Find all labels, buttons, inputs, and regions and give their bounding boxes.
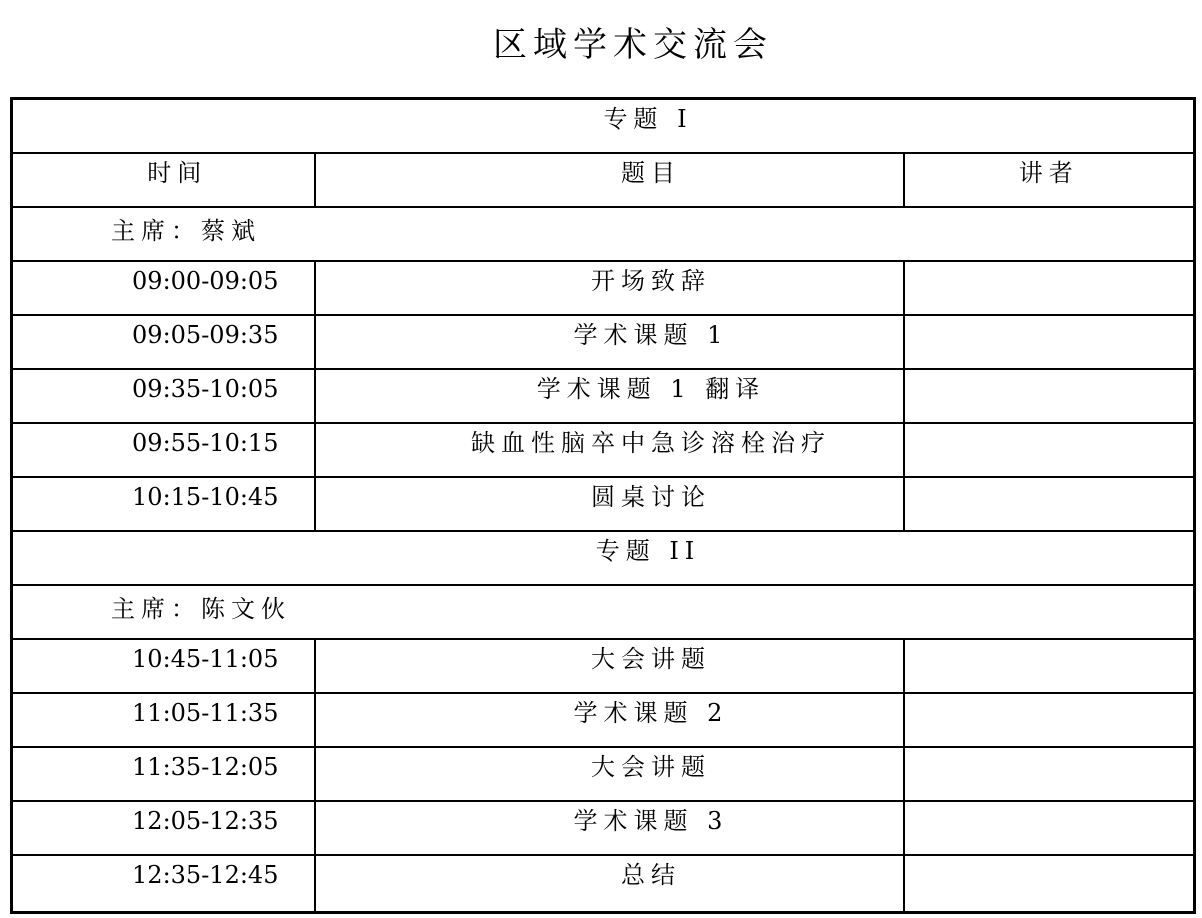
topic-cell: 缺血性脑卒中急诊溶栓治疗 [315, 423, 904, 477]
time-cell: 09:05-09:35 [12, 315, 315, 369]
chair-label: 主席：陈文伙 [12, 585, 1195, 639]
time-cell: 09:55-10:15 [12, 423, 315, 477]
schedule-row [12, 639, 1195, 693]
topic-cell: 圆桌讨论 [315, 477, 904, 531]
topic-cell: 总结 [315, 855, 904, 913]
schedule-row [12, 801, 1195, 855]
time-cell: 10:45-11:05 [12, 639, 315, 693]
chair-row [12, 585, 1195, 639]
schedule-row [12, 855, 1195, 913]
section-1-header-row [12, 99, 1195, 153]
speaker-cell [904, 477, 1195, 531]
schedule-row [12, 747, 1195, 801]
schedule-row [12, 369, 1195, 423]
speaker-cell [904, 801, 1195, 855]
section-2-header-row [12, 531, 1195, 585]
schedule-row [12, 477, 1195, 531]
speaker-cell [904, 639, 1195, 693]
topic-cell: 学术课题 3 [315, 801, 904, 855]
section-2-title: 专题 II [12, 531, 1195, 585]
page-title: 区域学术交流会 [493, 25, 773, 65]
time-cell: 11:05-11:35 [12, 693, 315, 747]
time-cell: 12:35-12:45 [12, 855, 315, 913]
topic-cell: 学术课题 1 [315, 315, 904, 369]
schedule-row [12, 261, 1195, 315]
speaker-cell [904, 423, 1195, 477]
conference-schedule-table [10, 97, 1196, 914]
speaker-cell [904, 369, 1195, 423]
time-cell: 10:15-10:45 [12, 477, 315, 531]
column-header-speaker: 讲者 [904, 153, 1195, 207]
topic-cell: 大会讲题 [315, 747, 904, 801]
schedule-row [12, 423, 1195, 477]
topic-cell: 大会讲题 [315, 639, 904, 693]
topic-cell: 开场致辞 [315, 261, 904, 315]
time-cell: 09:00-09:05 [12, 261, 315, 315]
chair-row [12, 207, 1195, 261]
schedule-row [12, 693, 1195, 747]
schedule-row [12, 315, 1195, 369]
chair-label: 主席：蔡斌 [12, 207, 1195, 261]
time-cell: 12:05-12:35 [12, 801, 315, 855]
speaker-cell [904, 855, 1195, 913]
speaker-cell [904, 261, 1195, 315]
speaker-cell [904, 747, 1195, 801]
time-cell: 09:35-10:05 [12, 369, 315, 423]
column-header-topic: 题目 [315, 153, 904, 207]
speaker-cell [904, 315, 1195, 369]
column-header-row [12, 153, 1195, 207]
topic-cell: 学术课题 2 [315, 693, 904, 747]
section-1-title: 专题 I [12, 99, 1195, 153]
topic-cell: 学术课题 1 翻译 [315, 369, 904, 423]
column-header-time: 时间 [12, 153, 315, 207]
time-cell: 11:35-12:05 [12, 747, 315, 801]
speaker-cell [904, 693, 1195, 747]
